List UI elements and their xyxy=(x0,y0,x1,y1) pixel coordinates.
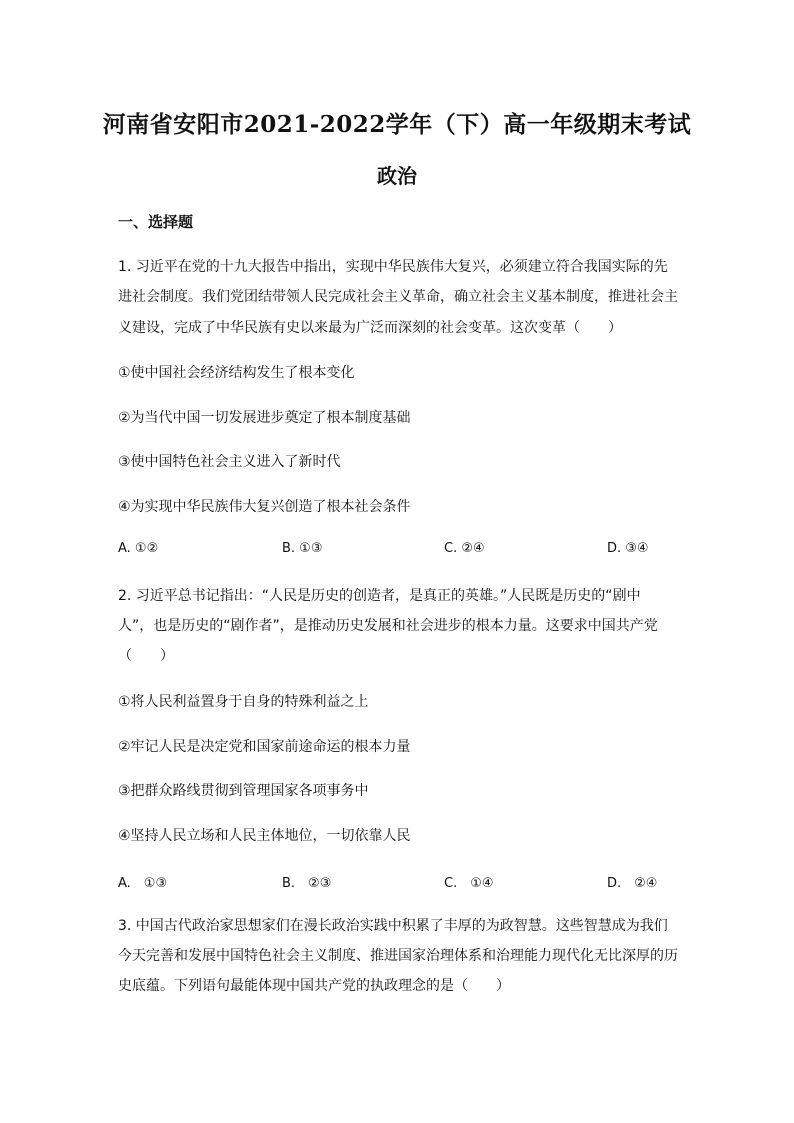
option-d: D. ②④ xyxy=(607,876,658,891)
option-a: A. ①③ xyxy=(118,876,168,891)
statement-item: ④为实现中华民族伟大复兴创造了根本社会条件 xyxy=(118,499,411,515)
statement-item: ①使中国社会经济结构发生了根本变化 xyxy=(118,365,355,381)
option-d: D. ③④ xyxy=(607,541,649,556)
question-stem-line: 史底蕴。下列语句最能体现中国共产党的执政理念的是（ ） xyxy=(118,978,510,994)
question-stem-line: 义建设，完成了中华民族有史以来最为广泛而深刻的社会变革。这次变革（ ） xyxy=(118,320,622,336)
statement-item: ②为当代中国一切发展进步奠定了根本制度基础 xyxy=(118,410,411,426)
answer-options xyxy=(118,541,678,561)
option-a: A. ①② xyxy=(118,541,159,556)
question-stem-line: 进社会制度。我们党团结带领人民完成社会主义革命，确立社会主义基本制度，推进社会主 xyxy=(118,289,678,305)
statement-item: ②牢记人民是决定党和国家前途命运的根本力量 xyxy=(118,739,411,755)
statement-item: ③把群众路线贯彻到管理国家各项事务中 xyxy=(118,783,369,799)
question-stem-line: 今天完善和发展中国特色社会主义制度、推进国家治理体系和治理能力现代化无比深厚的历 xyxy=(118,948,678,964)
subject-title: 政治 xyxy=(377,164,417,188)
statement-item: ④坚持人民立场和人民主体地位，一切依靠人民 xyxy=(118,828,411,844)
section-heading: 一、选择题 xyxy=(118,213,194,231)
option-c: C. ②④ xyxy=(444,541,485,556)
question-stem-line: 1. 习近平在党的十九大报告中指出，实现中华民族伟大复兴，必须建立符合我国实际的先 xyxy=(118,259,668,275)
statement-item: ③使中国特色社会主义进入了新时代 xyxy=(118,454,341,470)
option-c: C. ①④ xyxy=(444,876,494,891)
answer-options xyxy=(118,872,678,892)
option-b: B. ①③ xyxy=(282,541,323,556)
question-stem-line: （ ） xyxy=(118,648,174,664)
option-b: B. ②③ xyxy=(282,876,332,891)
question-stem-line: 2. 习近平总书记指出：“人民是历史的创造者，是真正的英雄。”人民既是历史的“剧中 xyxy=(118,588,641,604)
question-stem-line: 3. 中国古代政治家思想家们在漫长政治实践中积累了丰厚的为政智慧。这些智慧成为我们 xyxy=(118,918,668,934)
question-stem-line: 人”，也是历史的“剧作者”，是推动历史发展和社会进步的根本力量。这要求中国共产党 xyxy=(118,618,658,634)
exam-title: 河南省安阳市2021-2022学年（下）高一年级期末考试 xyxy=(102,111,692,138)
statement-item: ①将人民利益置身于自身的特殊利益之上 xyxy=(118,694,369,710)
